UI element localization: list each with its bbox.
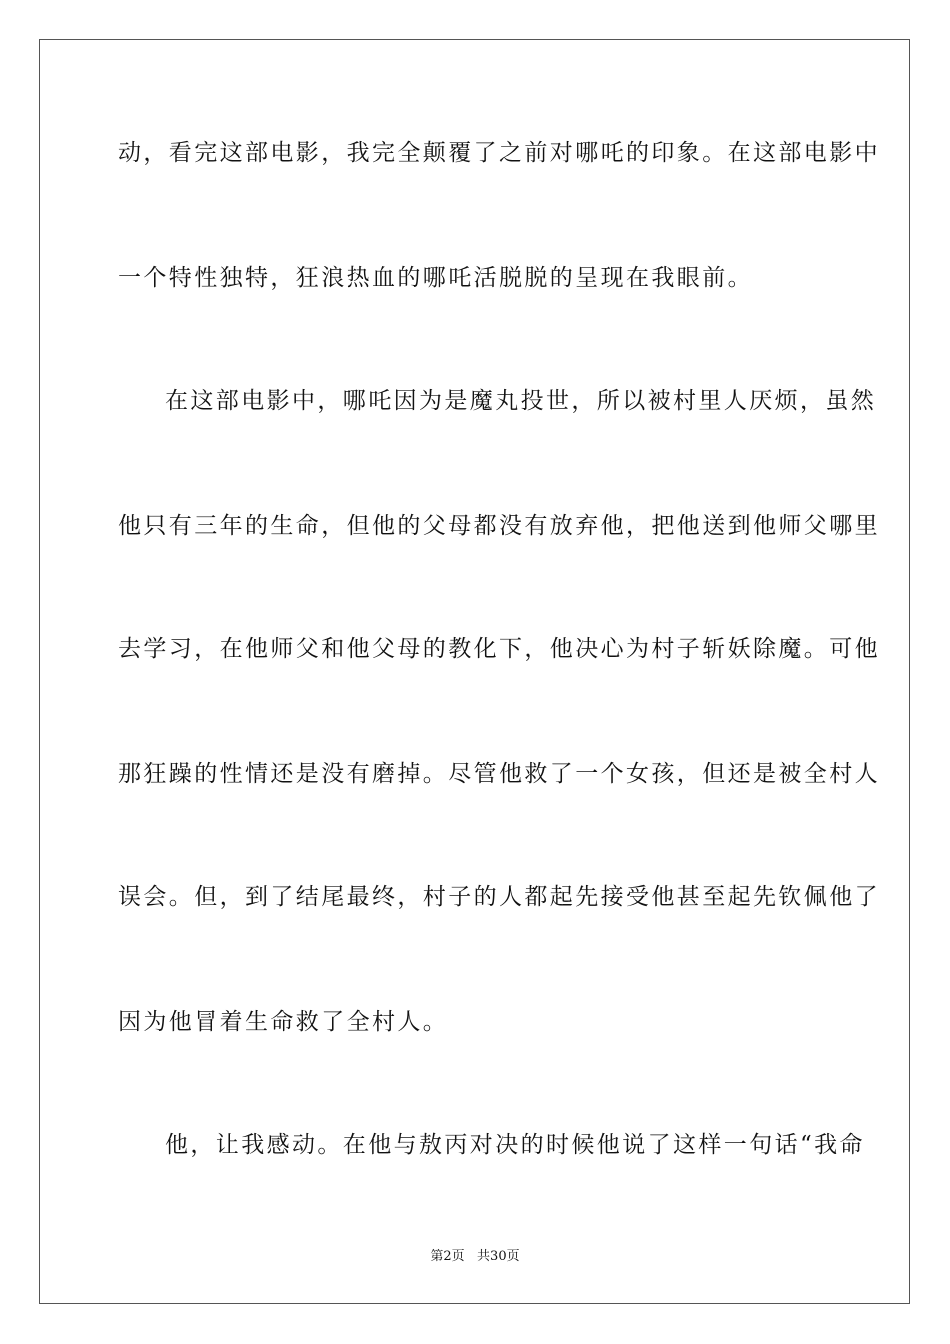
paragraph-line-1: 动，看完这部电影，我完全颠覆了之前对哪吒的印象。在这部电影中 (118, 140, 880, 166)
page-border (39, 39, 910, 1304)
paragraph-line-9: 他，让我感动。在他与敖丙对决的时候他说了这样一句话“我命 (165, 1132, 865, 1158)
paragraph-line-7: 误会。但，到了结尾最终，村子的人都起先接受他甚至起先钦佩他了 (118, 884, 880, 910)
paragraph-line-4: 他只有三年的生命，但他的父母都没有放弃他，把他送到他师父哪里 (118, 513, 880, 539)
paragraph-line-8: 因为他冒着生命救了全村人。 (118, 1009, 449, 1035)
paragraph-line-6: 那狂躁的性情还是没有磨掉。尽管他救了一个女孩，但还是被全村人 (118, 761, 880, 787)
paragraph-line-2: 一个特性独特，狂浪热血的哪吒活脱脱的呈现在我眼前。 (118, 265, 753, 291)
paragraph-line-5: 去学习，在他师父和他父母的教化下，他决心为村子斩妖除魔。可他 (118, 636, 880, 662)
paragraph-line-3: 在这部电影中，哪吒因为是魔丸投世，所以被村里人厌烦，虽然 (165, 388, 877, 414)
page-footer: 第2页 共30页 (430, 1249, 520, 1264)
